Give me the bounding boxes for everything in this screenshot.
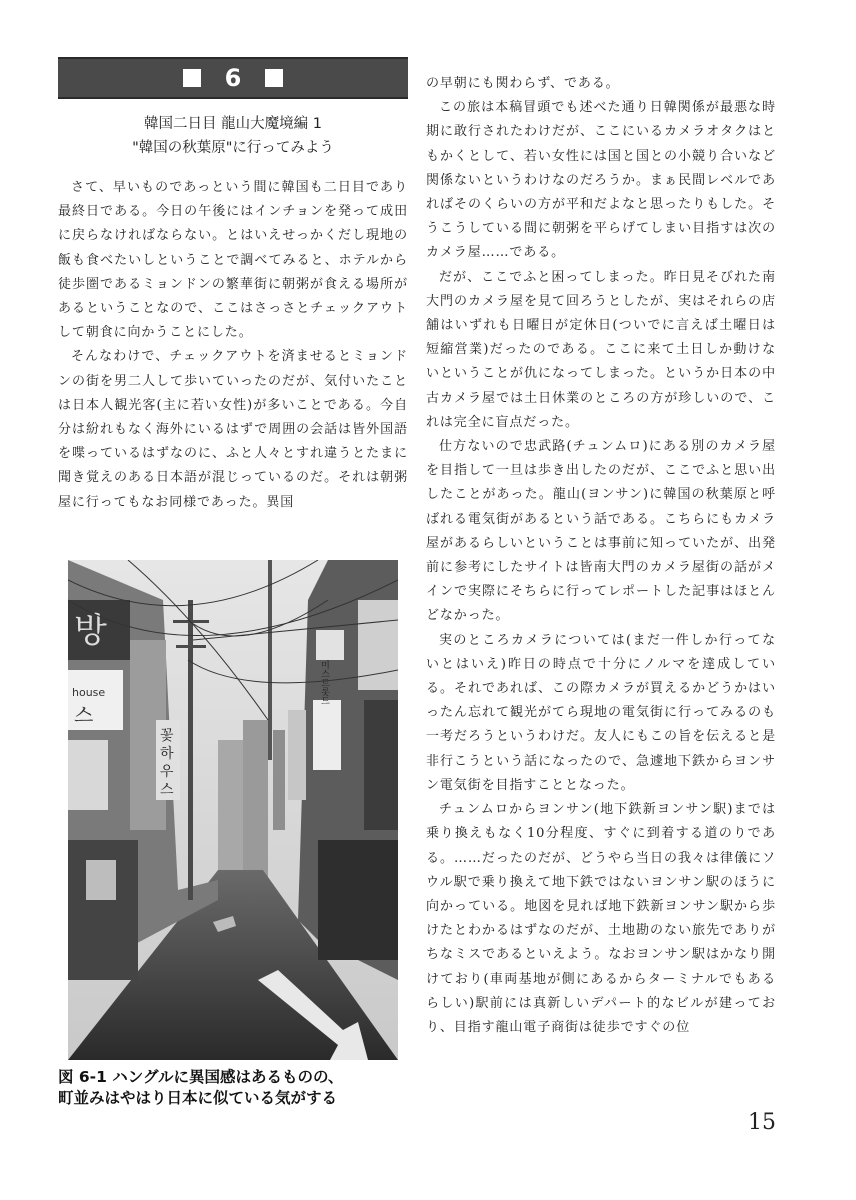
paragraph: さて、早いものであっという間に韓国も二日目であり最終日である。今日の午後にはインチョンを発って成田に戻らなければならない。とはいえせっかくだし現地の飯も食べたいしということで調べてみると、ホテルから徒歩圏であるミョンドンの繁華街に朝粥が食える場所があるということなので、ここはさっさとチェックアウトして朝食に向かうことにした。: [58, 180, 408, 341]
sign-text: 하: [160, 746, 174, 762]
caption-line-1: 図 6-1 ハングルに異国感はあるものの、: [58, 1068, 344, 1086]
street-photo: [68, 560, 398, 1060]
sign-text: 우: [160, 764, 174, 780]
caption-line-2: 町並みはやはり日本に似ている気がする: [58, 1089, 338, 1107]
paragraph: チュンムロからヨンサン(地下鉄新ヨンサン駅)までは乗り換えもなく10分程度、すぐに到着する道のりである。……だったのだが、どうやら当日の我々は律儀にソウル駅で乗り換えて地下鉄ではないヨンサン駅のほうに向かっている。地図を見れば地下鉄新ヨンサン駅から歩けたとわかるはずなのだが、土地勘のない旅先でありがちなミスであるといえよう。なおヨンサン駅はかなり開けており(車両基地が側にあるからターミナルでもあるらしい)駅前には真新しいデパート的なビルが建っており、目指す龍山電子商街は徒歩ですぐの位: [426, 802, 776, 1035]
sign-text: 스: [74, 703, 94, 727]
sign-text: 꽃: [160, 728, 174, 744]
section-subtitle: [58, 112, 408, 160]
chapter-number: 6: [224, 64, 242, 92]
right-column: [426, 72, 776, 1040]
paragraph: そんなわけで、チェックアウトを済ませるとミョンドンの街を男二人して歩いていったのだが、気付いたことは日本人観光客(主に若い女性)が多いことである。今自分は紛れもなく海外にいるはずで周囲の会話は皆外国語を喋っているはずなのに、ふと人々とすれ違うとたまに聞き覚えのある日本語が混じっているのだ。それは朝粥屋に行ってもなお同様であった。異国: [58, 349, 408, 510]
paragraph-continuation: の早朝にも関わらず、である。: [426, 76, 620, 91]
paragraph: だが、ここでふと困ってしまった。昨日見そびれた南大門のカメラ屋を見て回ろうとしたが、実はそれらの店舗はいずれも日曜日が定休日(ついでに言えば土曜日は短縮営業)だったのである。ここに来て土日しか動けないということが仇になってしまった。というか日本の中古カメラ屋では土日休業のところの方が珍しいので、これは完全に盲点だった。: [426, 269, 776, 430]
sign-text: house: [72, 686, 106, 699]
chapter-header: [58, 57, 408, 99]
page-number: 15: [748, 1110, 776, 1135]
figure-caption: [58, 1067, 418, 1109]
sign-text: 스: [160, 782, 174, 798]
square-icon: [183, 69, 201, 87]
subtitle-line-2: "韓国の秋葉原"に行ってみよう: [132, 140, 334, 156]
paragraph: 仕方ないので忠武路(チュンムロ)にある別のカメラ屋を目指して一旦は歩き出したのだが、ここでふと思い出したことがあった。龍山(ヨンサン)に韓国の秋葉原と呼ばれる電気街があるという話である。こちらにもカメラ屋があるらしいということは事前に知っていたが、出発前に参考にしたサイトは皆南大門のカメラ屋街の話がメインで実際にそちらに行ってレポートした記事はほとんどなかった。: [426, 439, 776, 624]
left-column: [58, 176, 408, 515]
sign-text: 방: [74, 611, 107, 651]
paragraph: この旅は本稿冒頭でも述べた通り日韓関係が最悪な時期に敢行されたわけだが、ここにいるカメラオタクはともかくとして、若い女性には国と国との小競り合いなど関係ないというわけなのだろうか。まぁ民間レベルであればそのくらいの方が平和だよなと思ったりもした。そうこうしている間に朝粥を平らげてしまい目指すは次のカメラ屋……である。: [426, 100, 776, 261]
square-icon: [265, 69, 283, 87]
paragraph: 実のところカメラについては(まだ一件しか行ってないとはいえ)昨日の時点で十分にノルマを達成している。それであれば、この際カメラが買えるかどうかはいったん忘れて観光がてら現地の電気街に行ってみるのも一考だろうというわけだ。友人にもこの旨を伝えると是非行こうという話になったので、急遽地下鉄からヨンサン電気街を目指すこととなった。: [426, 632, 776, 793]
subtitle-line-1: 韓国二日目 龍山大魔境編 1: [144, 116, 322, 132]
sign-text: 미스트롯드: [319, 660, 329, 705]
